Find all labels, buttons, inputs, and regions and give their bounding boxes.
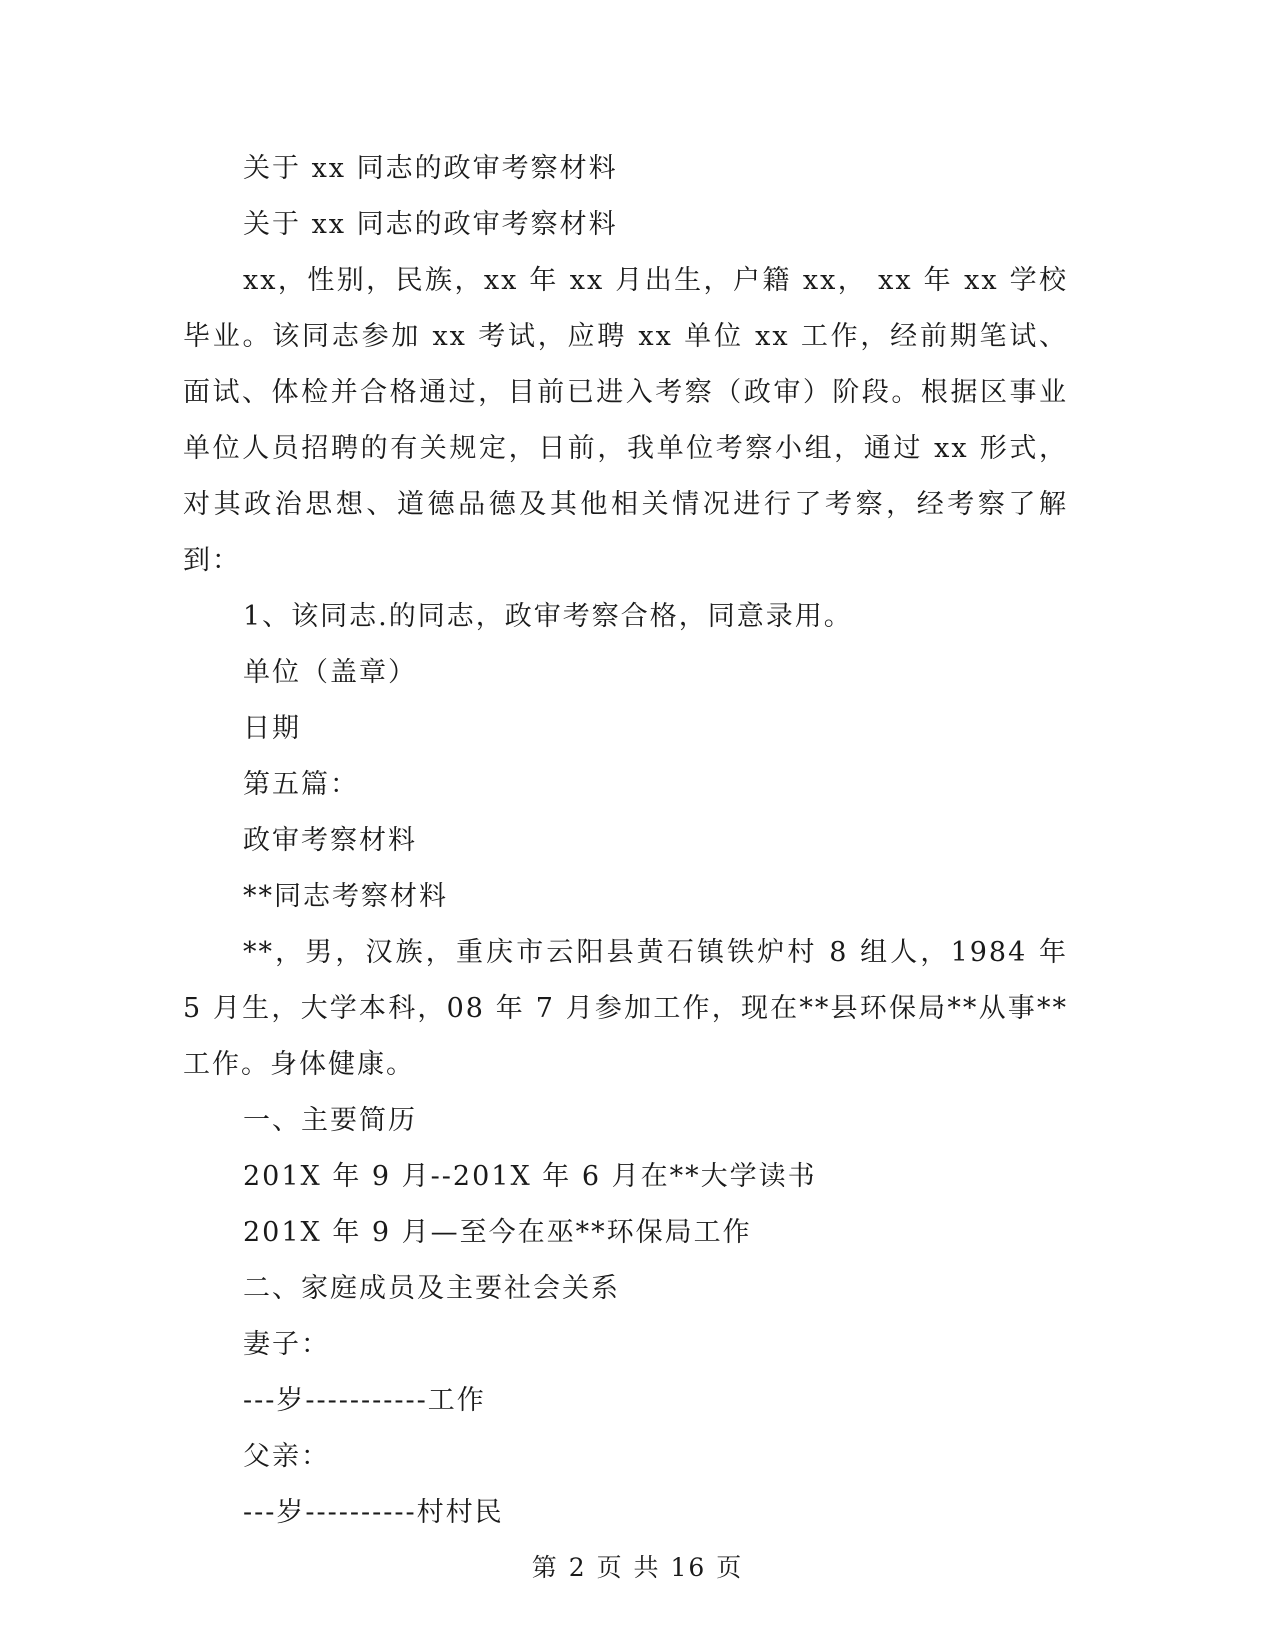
material-title: **同志考察材料 <box>243 881 448 912</box>
page-number: 第 2 页 共 16 页 <box>531 1553 744 1582</box>
conclusion-item: 1、该同志.的同志，政审考察合格，同意录用。 <box>243 601 853 632</box>
resume-entry: 201X 年 9 月—至今在巫**环保局工作 <box>243 1217 752 1248</box>
resume-entry: 201X 年 9 月--201X 年 6 月在**大学读书 <box>243 1161 817 1192</box>
family-member-label: 妻子： <box>243 1329 330 1360</box>
family-member-detail: ---岁-----------工作 <box>243 1385 486 1416</box>
date-label: 日期 <box>243 713 301 744</box>
family-member-label: 父亲： <box>243 1441 330 1472</box>
family-member-detail: ---岁----------村村民 <box>243 1497 504 1528</box>
section-heading: 政审考察材料 <box>243 825 417 856</box>
document-title: 关于 xx 同志的政审考察材料 <box>243 153 618 184</box>
document-body <box>183 141 1068 1541</box>
profile-paragraph: **，男，汉族，重庆市云阳县黄石镇铁炉村 8 组人，1984 年 5 月生，大学本科，08 年 7 月参加工作，现在**县环保局**从事**工作。身体健康。 <box>183 937 1068 1080</box>
document-subtitle: 关于 xx 同志的政审考察材料 <box>243 209 618 240</box>
family-heading: 二、家庭成员及主要社会关系 <box>243 1273 620 1304</box>
part-heading: 第五篇： <box>243 769 359 800</box>
stamp-label: 单位（盖章） <box>243 657 417 688</box>
intro-paragraph: xx，性别，民族，xx 年 xx 月出生，户籍 xx， xx 年 xx 学校毕业。该同志参加 xx 考试，应聘 xx 单位 xx 工作，经前期笔试、面试、体检并合格通过，目前已进入考察（政审）阶段。根据区事业单位人员招聘的有关规定，日前，我单位考察小组，通过 xx 形式，对其政治思想、道德品德及其他相关情况进行了考察，经考察了解到： <box>183 265 1068 576</box>
resume-heading: 一、主要简历 <box>243 1105 417 1136</box>
